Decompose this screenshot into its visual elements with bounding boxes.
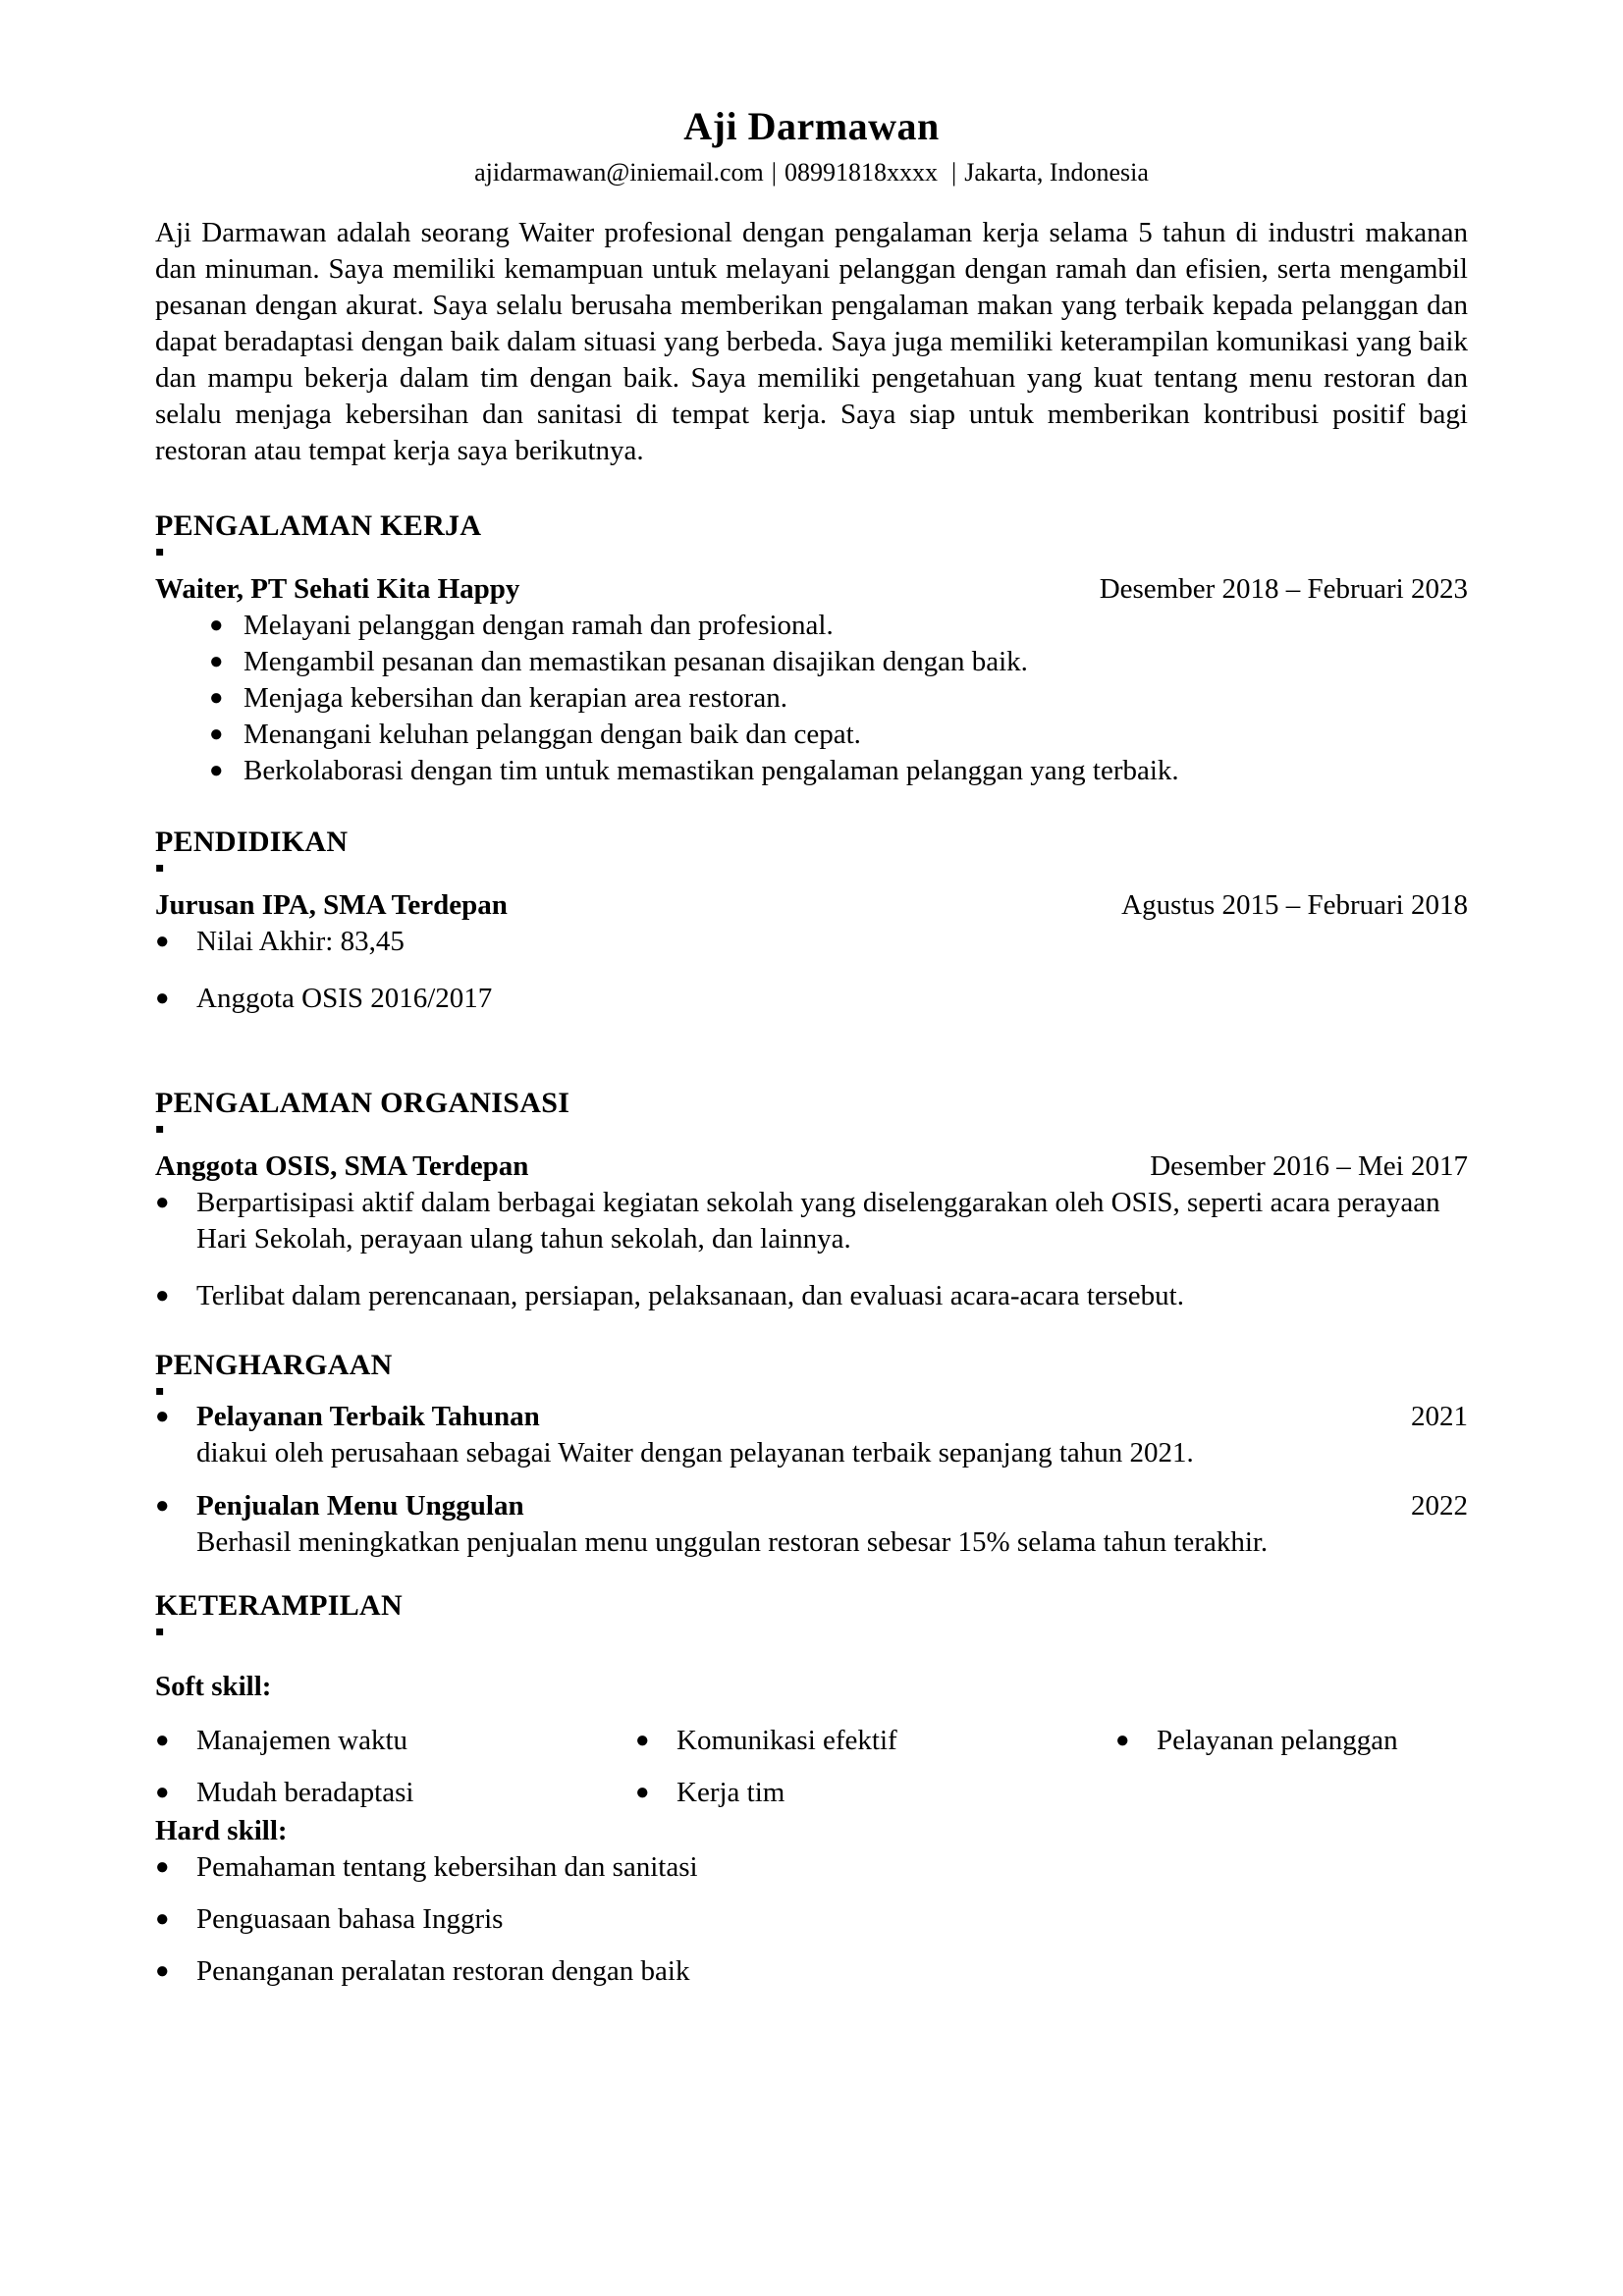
page-title: Aji Darmawan [683,104,940,148]
list-item [155,753,1468,789]
bullet-icon: ● [635,1780,650,1806]
bullet-icon: ● [155,1728,170,1754]
bullet-icon: ● [155,1958,170,1985]
list-item-text: Berpartisipasi aktif dalam berbagai kegiatan sekolah yang diselenggarakan oleh OSIS, seperti acara perayaan Hari Sekolah, perayaan ulang tahun sekolah, dan lainnya. [196,1187,1440,1255]
award-title: Pelayanan Terbaik Tahunan [196,1401,540,1433]
organization-entry-header [155,1148,1468,1185]
hard-skill-list [155,1849,1468,1990]
separator-pipe: | [771,158,777,187]
list-item-text: Terlibat dalam perencanaan, persiapan, pelaksanaan, dan evaluasi acara-acara tersebut. [196,1280,1184,1312]
separator-pipe: | [950,158,957,187]
skill-item-text: Komunikasi efektif [676,1725,897,1757]
soft-skill-grid [155,1723,1468,1811]
bullet-icon: ● [155,1283,170,1309]
list-item-text: Penguasaan bahasa Inggris [196,1903,504,1936]
list-item [155,924,1468,960]
organization-entry-date: Desember 2016 – Mei 2017 [1150,1150,1468,1183]
award-title-row [155,1488,1468,1524]
list-item [155,1278,1468,1314]
stray-bullet-icon: ▪ [155,1121,165,1138]
award-description: Berhasil meningkatkan penjualan menu unggulan restoran sebesar 15% selama tahun terakhir. [196,1526,1269,1559]
work-entry-title: Waiter, PT Sehati Kita Happy [155,573,520,606]
section-organization [155,1086,1468,1314]
organization-bullet-list [155,1185,1468,1314]
award-item [155,1488,1468,1561]
list-item [155,644,1468,680]
stray-bullet-icon: ▪ [155,860,165,877]
section-awards [155,1348,1468,1561]
contact-line [155,157,1468,187]
section-skills [155,1588,1468,1990]
list-item-text: Berkolaborasi dengan tim untuk memastikan pengalaman pelanggan yang terbaik. [243,755,1179,787]
section-heading-education: PENDIDIKAN [155,826,349,859]
list-item [155,1901,1468,1938]
section-heading-work: PENGALAMAN KERJA [155,509,482,543]
award-year: 2021 [1411,1401,1468,1433]
skill-item-text: Mudah beradaptasi [196,1777,414,1809]
award-title-row [155,1399,1468,1435]
education-bullet-list [155,924,1468,1017]
list-item [155,608,1468,644]
bullet-icon: ● [155,929,170,955]
bullet-icon: ● [155,986,170,1012]
bullet-icon: ● [155,1493,170,1520]
section-heading-skills: KETERAMPILAN [155,1589,403,1623]
award-year: 2022 [1411,1490,1468,1522]
list-item-text: Menangani keluhan pelanggan dengan baik dan cepat. [243,719,861,751]
bullet-icon: ● [635,1728,650,1754]
stray-bullet-icon: ▪ [155,544,165,561]
bullet-icon: ● [209,685,224,712]
bullet-icon: ● [209,613,224,639]
education-entry-title: Jurusan IPA, SMA Terdepan [155,889,508,922]
bullet-icon: ● [155,1190,170,1216]
stray-bullet-icon: ▪ [155,1383,165,1400]
skill-item-text: Kerja tim [676,1777,785,1809]
award-description: diakui oleh perusahaan sebagai Waiter dengan pelayanan terbaik sepanjang tahun 2021. [196,1437,1194,1469]
list-item-text: Pemahaman tentang kebersihan dan sanitasi [196,1851,698,1884]
phone-text: 08991818xxxx [784,158,938,187]
bullet-icon: ● [155,1906,170,1933]
award-list [155,1399,1468,1561]
education-entry-date: Agustus 2015 – Februari 2018 [1121,889,1468,922]
list-item [155,981,1468,1017]
bullet-icon: ● [209,721,224,748]
award-title: Penjualan Menu Unggulan [196,1490,524,1522]
section-heading-organization: PENGALAMAN ORGANISASI [155,1087,570,1120]
list-item [155,1953,1468,1990]
skill-item [155,1723,635,1759]
soft-skill-label: Soft skill: [155,1671,272,1703]
list-item [155,1849,1468,1886]
skill-item [635,1723,1115,1759]
summary-paragraph: Aji Darmawan adalah seorang Waiter profesional dengan pengalaman kerja selama 5 tahun di industri makanan dan minuman. Saya memiliki kemampuan untuk melayani pelanggan dengan ramah dan efisien, serta mengambil pesanan dengan akurat. Saya selalu berusaha memberikan pengalaman makan yang terbaik kepada pelanggan dan dapat beradaptasi dengan baik dalam situasi yang berbeda. Saya juga memiliki keterampilan komunikasi yang baik dan mampu bekerja dalam tim dengan baik. Saya memiliki pengetahuan yang kuat tentang menu restoran dan selalu menjaga kebersihan dan sanitasi di tempat kerja. Saya siap untuk memberikan kontribusi positif bagi restoran atau tempat kerja saya berikutnya. [155,217,1468,467]
work-bullet-list [155,608,1468,789]
bullet-icon: ● [155,1854,170,1881]
hard-skill-label: Hard skill: [155,1815,288,1847]
skill-item [635,1775,1115,1811]
work-entry-header [155,571,1468,608]
work-entry-date: Desember 2018 – Februari 2023 [1099,573,1468,606]
location-text: Jakarta, Indonesia [964,158,1149,187]
stray-bullet-icon: ▪ [155,1624,165,1640]
list-item-text: Anggota OSIS 2016/2017 [196,983,493,1015]
skill-item-text: Pelayanan pelanggan [1157,1725,1398,1757]
list-item [155,717,1468,753]
list-item [155,680,1468,717]
section-heading-awards: PENGHARGAAN [155,1349,393,1382]
bullet-icon: ● [209,649,224,675]
email-text: ajidarmawan@iniemail.com [474,158,764,187]
award-item [155,1399,1468,1471]
list-item-text: Menjaga kebersihan dan kerapian area restoran. [243,682,787,715]
bullet-icon: ● [1115,1728,1130,1754]
skill-item-text: Manajemen waktu [196,1725,408,1757]
section-education [155,825,1468,1017]
section-work-experience [155,508,1468,789]
bullet-icon: ● [155,1404,170,1430]
list-item-text: Nilai Akhir: 83,45 [196,926,405,958]
list-item [155,1185,1468,1257]
bullet-icon: ● [155,1780,170,1806]
list-item-text: Melayani pelanggan dengan ramah dan profesional. [243,610,834,642]
list-item-text: Mengambil pesanan dan memastikan pesanan disajikan dengan baik. [243,646,1028,678]
organization-entry-title: Anggota OSIS, SMA Terdepan [155,1150,529,1183]
skill-item [155,1775,635,1811]
education-entry-header [155,887,1468,924]
skill-item [1115,1723,1468,1759]
list-item-text: Penanganan peralatan restoran dengan baik [196,1955,690,1988]
bullet-icon: ● [209,758,224,784]
